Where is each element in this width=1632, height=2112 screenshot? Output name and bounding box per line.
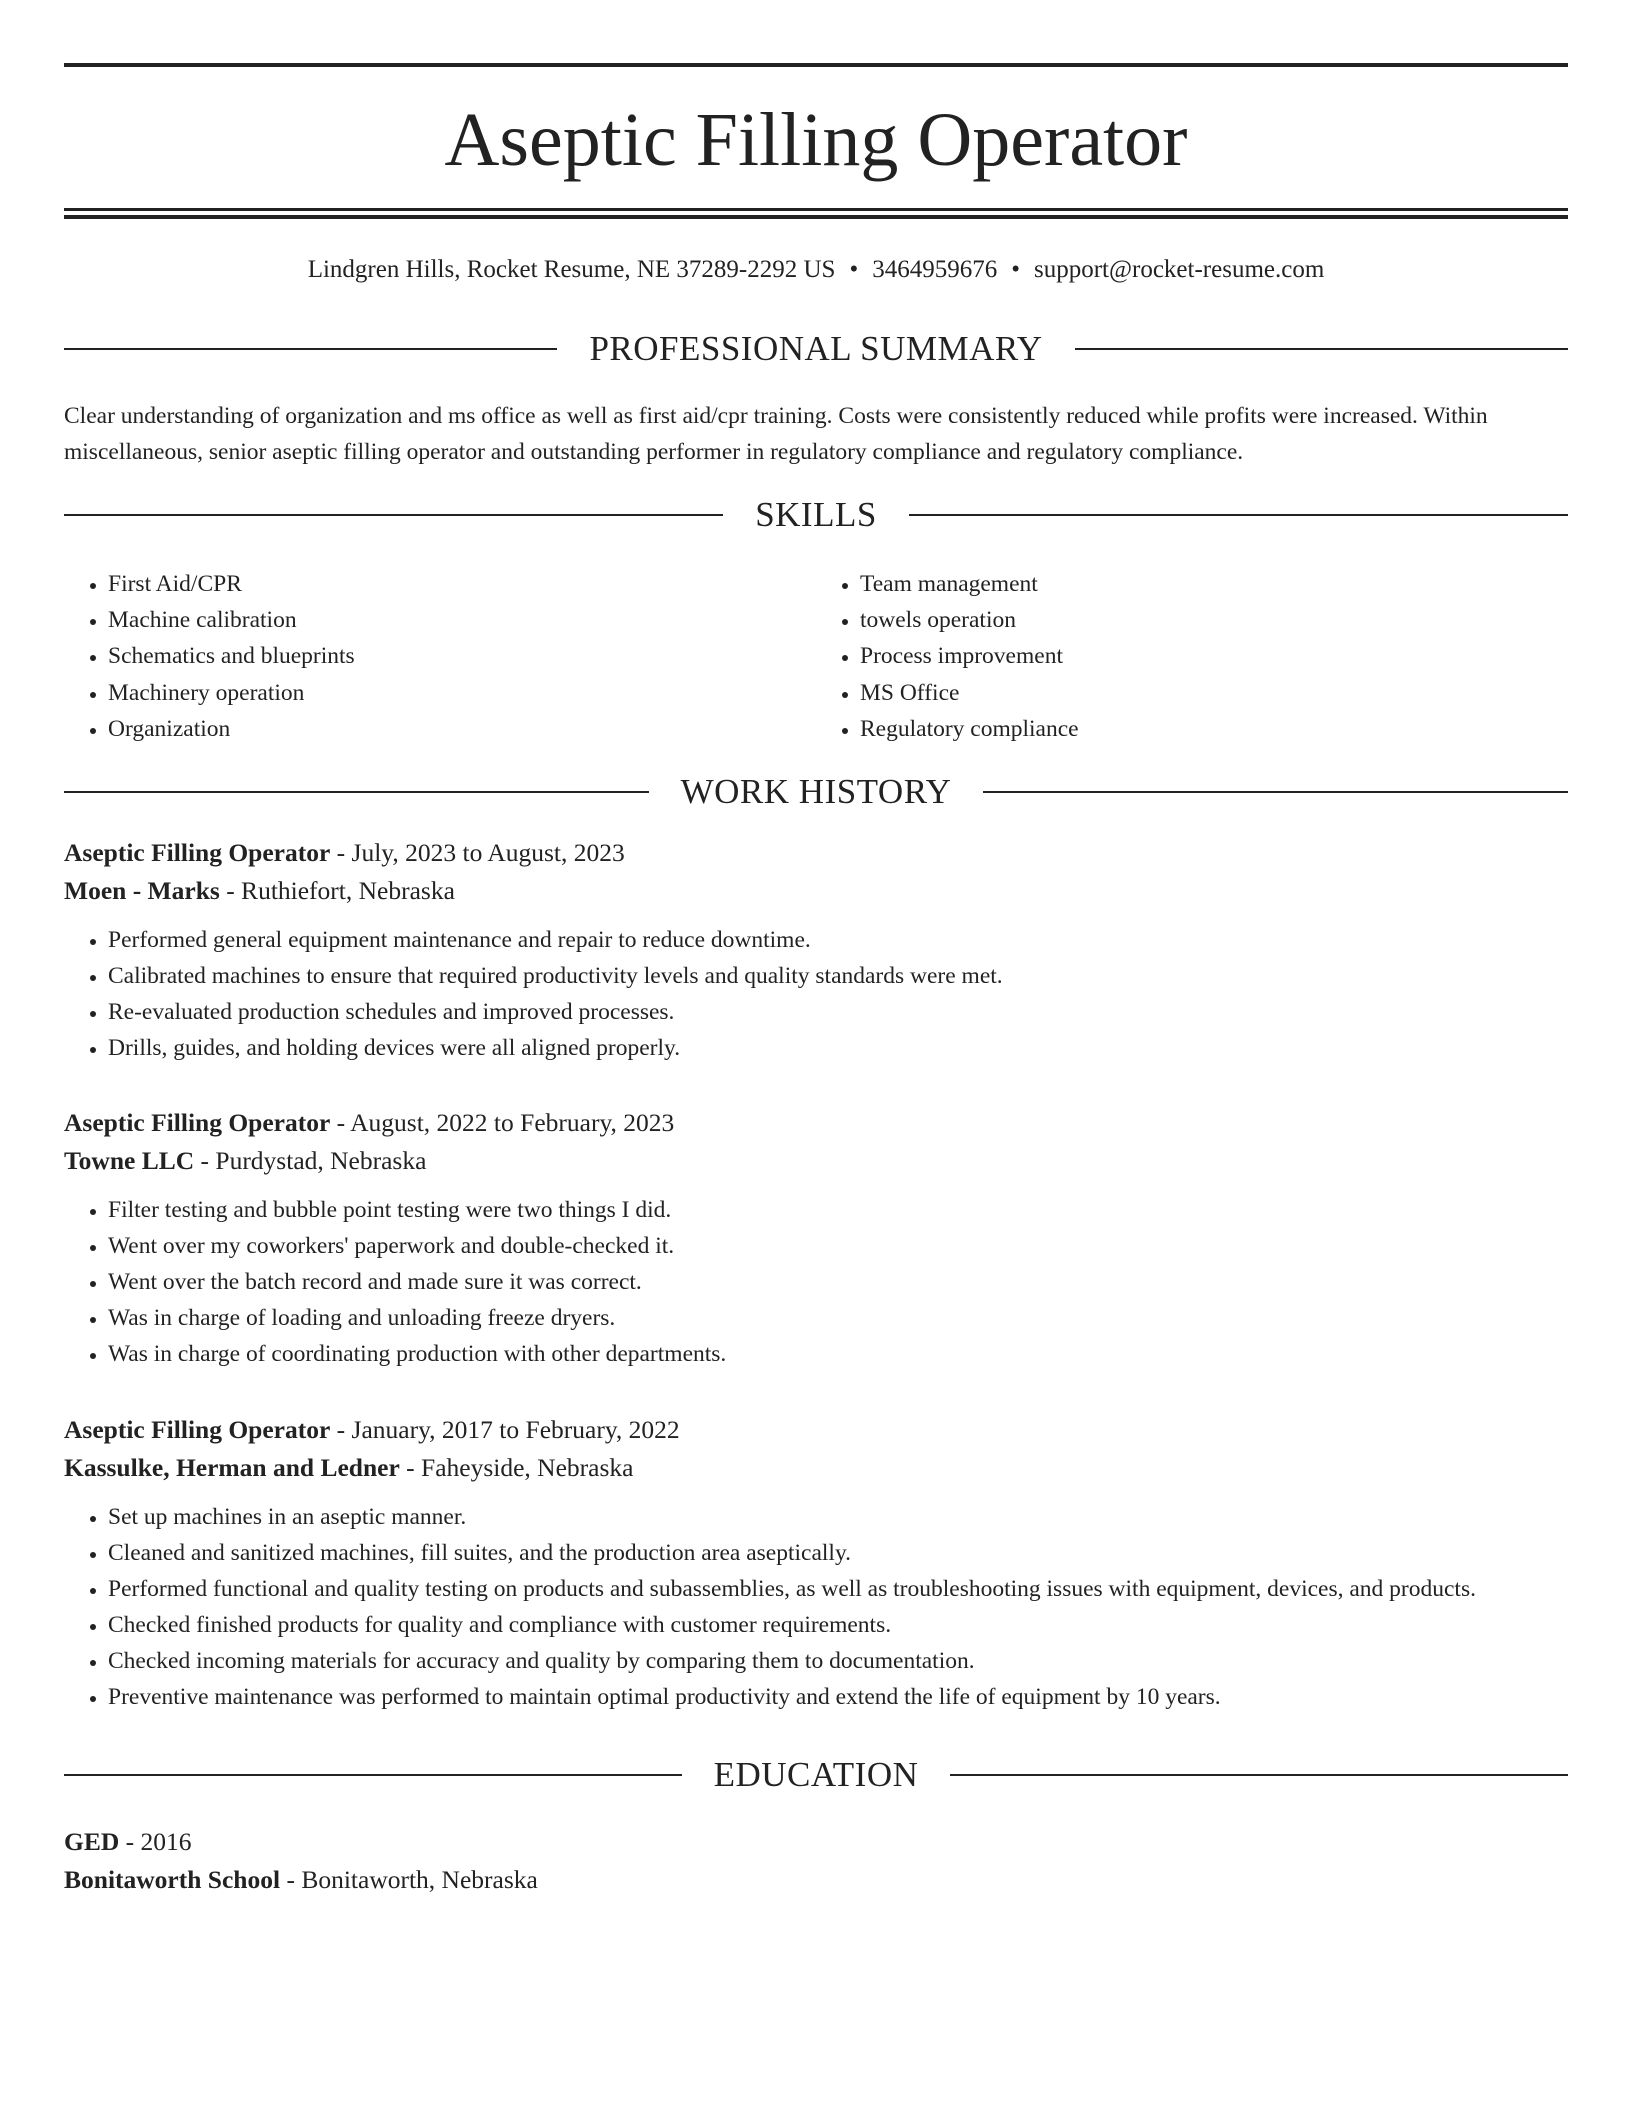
job-company: Towne LLC bbox=[64, 1146, 195, 1175]
duty-item: • Was in charge of loading and unloading freeze dryers. bbox=[108, 1300, 1568, 1336]
skill-item: • towels operation bbox=[860, 602, 1568, 638]
heading-rule bbox=[64, 514, 723, 516]
duty-item: • Re-evaluated production schedules and improved processes. bbox=[108, 994, 1568, 1030]
duty-item: • Performed general equipment maintenance and repair to reduce downtime. bbox=[108, 922, 1568, 958]
job-duties bbox=[64, 1192, 1568, 1372]
job-title: Aseptic Filling Operator bbox=[64, 1415, 331, 1444]
job-title: Aseptic Filling Operator bbox=[64, 1108, 331, 1137]
education-school-line bbox=[64, 1861, 1568, 1899]
heading-rule bbox=[1075, 348, 1568, 350]
contact-email: support@rocket-resume.com bbox=[1033, 256, 1325, 283]
education-school: Bonitaworth School bbox=[64, 1865, 281, 1894]
heading-rule bbox=[983, 791, 1568, 793]
education-location: - Bonitaworth, Nebraska bbox=[280, 1865, 538, 1894]
work-history-heading-label: WORK HISTORY bbox=[680, 772, 952, 811]
education-year: - 2016 bbox=[119, 1827, 192, 1856]
education-degree-line bbox=[64, 1823, 1568, 1861]
duty-item: • Checked finished products for quality and compliance with customer requirements. bbox=[108, 1607, 1568, 1643]
title-rule-upper bbox=[64, 208, 1568, 211]
summary-heading bbox=[64, 327, 1568, 371]
job-dates: - August, 2022 to February, 2023 bbox=[330, 1108, 675, 1137]
skill-item: • Organization bbox=[108, 711, 816, 747]
heading-rule bbox=[909, 514, 1568, 516]
job-location: - Faheyside, Nebraska bbox=[399, 1453, 634, 1482]
education-heading bbox=[64, 1753, 1568, 1797]
duty-item: • Went over the batch record and made sure it was correct. bbox=[108, 1264, 1568, 1300]
contact-separator: • bbox=[1011, 256, 1020, 283]
job-company-line bbox=[64, 1449, 1568, 1487]
contact-address: Lindgren Hills, Rocket Resume, NE 37289-2292 US bbox=[307, 256, 836, 283]
work-history-heading bbox=[64, 770, 1568, 814]
job-company-line bbox=[64, 1142, 1568, 1180]
job-location: - Ruthiefort, Nebraska bbox=[219, 876, 455, 905]
contact-separator: • bbox=[849, 256, 859, 283]
job-entry bbox=[64, 834, 1568, 1066]
skill-item: • Team management bbox=[860, 566, 1568, 602]
skill-item: • Machinery operation bbox=[108, 675, 816, 711]
duty-item: • Went over my coworkers' paperwork and double-checked it. bbox=[108, 1228, 1568, 1264]
skill-item: • First Aid/CPR bbox=[108, 566, 816, 602]
skills-column-left bbox=[64, 566, 816, 747]
job-location: - Purdystad, Nebraska bbox=[194, 1146, 427, 1175]
duty-item: • Drills, guides, and holding devices were all aligned properly. bbox=[108, 1030, 1568, 1066]
job-title-line bbox=[64, 1411, 1568, 1449]
contact-line bbox=[64, 252, 1568, 288]
education-entry bbox=[64, 1823, 1568, 1899]
job-title-line bbox=[64, 834, 1568, 872]
heading-rule bbox=[64, 348, 557, 350]
summary-heading-label: PROFESSIONAL SUMMARY bbox=[589, 329, 1043, 368]
skill-item: • Process improvement bbox=[860, 638, 1568, 674]
job-duties bbox=[64, 1499, 1568, 1715]
skill-item: • MS Office bbox=[860, 675, 1568, 711]
title-rule-lower bbox=[64, 215, 1568, 219]
heading-rule bbox=[64, 1774, 682, 1776]
skill-item: • Schematics and blueprints bbox=[108, 638, 816, 674]
duty-item: • Filter testing and bubble point testing were two things I did. bbox=[108, 1192, 1568, 1228]
education-degree: GED bbox=[64, 1827, 120, 1856]
duty-item: • Calibrated machines to ensure that required productivity levels and quality standards were met. bbox=[108, 958, 1568, 994]
resume-title: Aseptic Filling Operator bbox=[444, 98, 1188, 182]
duty-item: • Preventive maintenance was performed to maintain optimal productivity and extend the life of equipment by 10 years. bbox=[108, 1679, 1568, 1715]
summary-text: Clear understanding of organization and ms office as well as first aid/cpr training. Costs were consistently reduced while profits were increased. Within miscellaneous, senior aseptic filling operator and outstanding performer in regulatory compliance and regulatory compliance. bbox=[64, 403, 1488, 465]
skill-item: • Machine calibration bbox=[108, 602, 816, 638]
top-rule bbox=[64, 63, 1568, 67]
skills-list bbox=[64, 566, 1568, 747]
job-company: Moen - Marks bbox=[64, 876, 220, 905]
duty-item: • Checked incoming materials for accuracy and quality by comparing them to documentation. bbox=[108, 1643, 1568, 1679]
job-entry bbox=[64, 1411, 1568, 1715]
heading-rule bbox=[950, 1774, 1568, 1776]
duty-item: • Was in charge of coordinating production with other departments. bbox=[108, 1336, 1568, 1372]
heading-rule bbox=[64, 791, 649, 793]
job-title-line bbox=[64, 1104, 1568, 1142]
duty-item: • Performed functional and quality testing on products and subassemblies, as well as troubleshooting issues with equipment, devices, and products. bbox=[108, 1571, 1568, 1607]
skills-column-right bbox=[816, 566, 1568, 747]
duty-item: • Set up machines in an aseptic manner. bbox=[108, 1499, 1568, 1535]
job-dates: - January, 2017 to February, 2022 bbox=[330, 1415, 680, 1444]
job-duties bbox=[64, 922, 1568, 1066]
job-dates: - July, 2023 to August, 2023 bbox=[330, 838, 625, 867]
duty-item: • Cleaned and sanitized machines, fill suites, and the production area aseptically. bbox=[108, 1535, 1568, 1571]
skills-heading bbox=[64, 493, 1568, 537]
job-title: Aseptic Filling Operator bbox=[64, 838, 331, 867]
skill-item: • Regulatory compliance bbox=[860, 711, 1568, 747]
job-entry bbox=[64, 1104, 1568, 1372]
contact-phone: 3464959676 bbox=[872, 256, 998, 283]
skills-heading-label: SKILLS bbox=[755, 495, 877, 534]
job-company: Kassulke, Herman and Ledner bbox=[64, 1453, 400, 1482]
education-heading-label: EDUCATION bbox=[713, 1755, 919, 1794]
job-company-line bbox=[64, 872, 1568, 910]
